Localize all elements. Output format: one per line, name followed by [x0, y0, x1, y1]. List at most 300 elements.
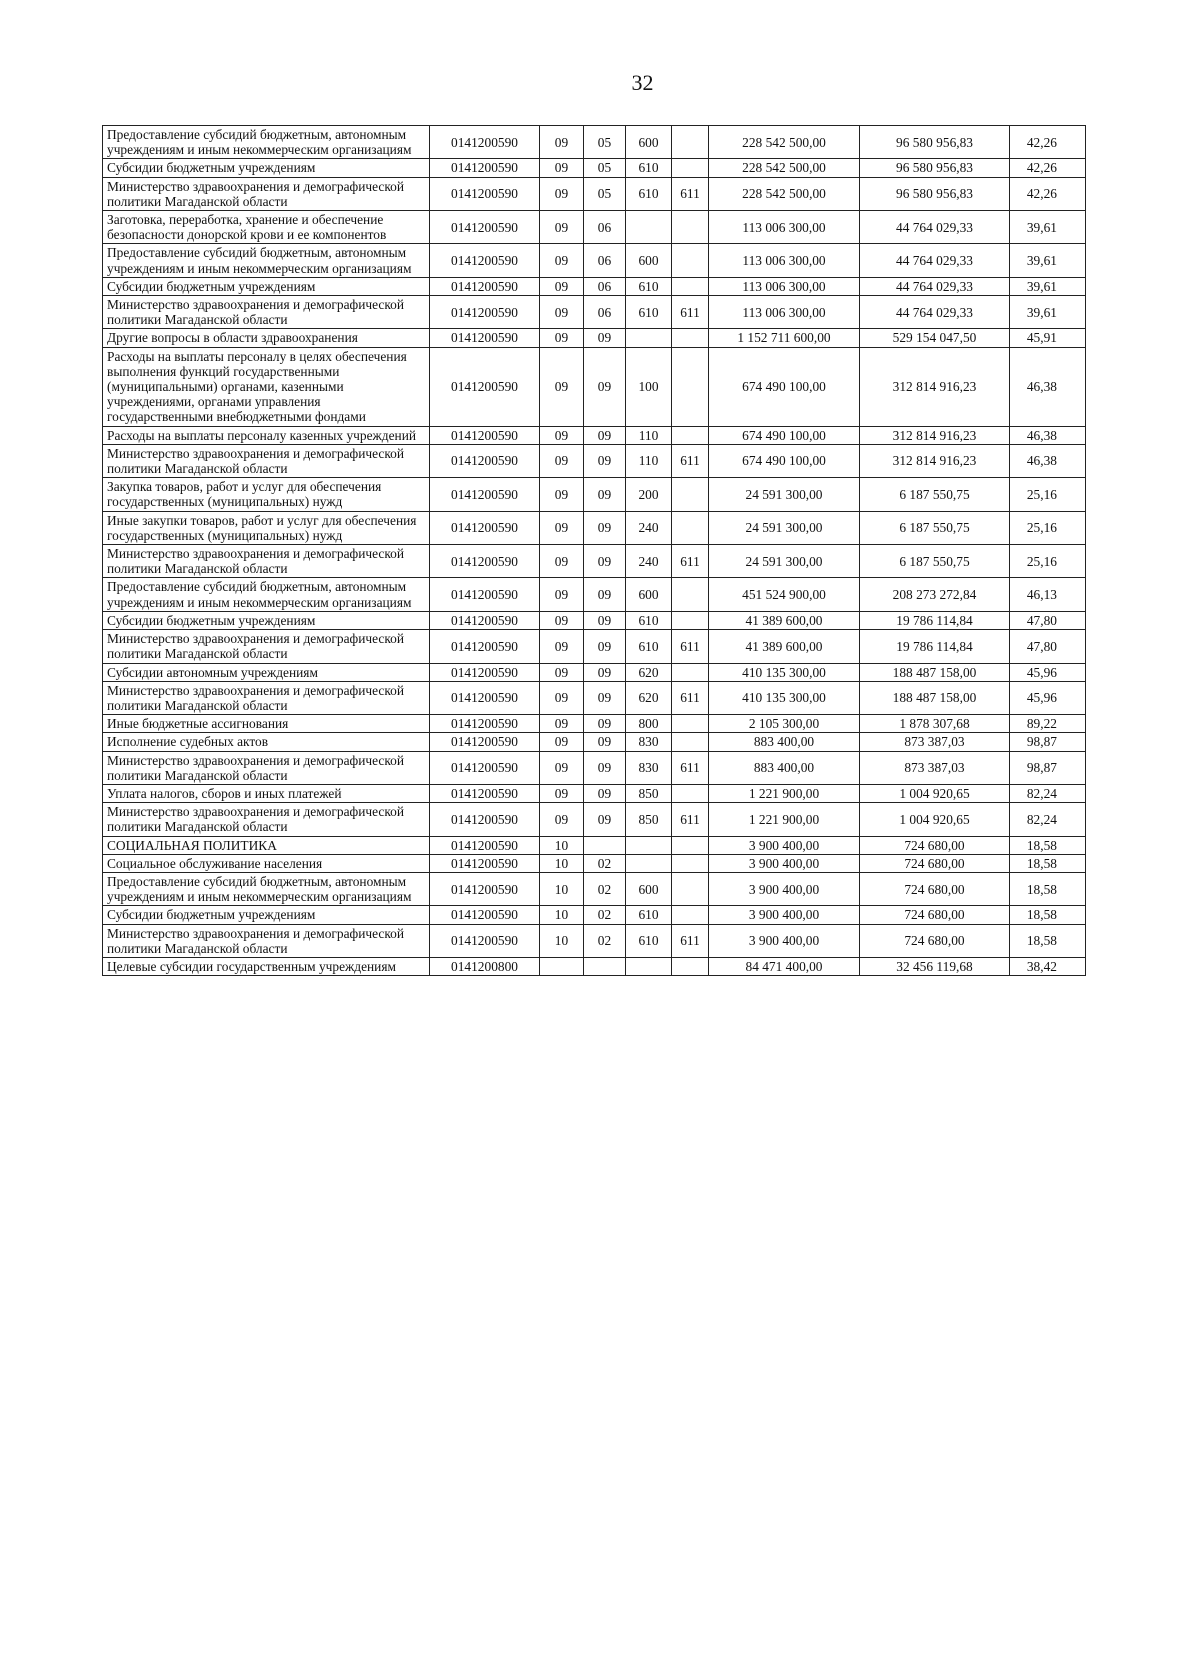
executed-amount-cell: 44 764 029,33 — [860, 244, 1010, 277]
subsection-cell: 09 — [584, 611, 626, 629]
target-article-cell: 0141200590 — [430, 478, 540, 511]
target-article-cell: 0141200590 — [430, 836, 540, 854]
executed-amount-cell: 6 187 550,75 — [860, 545, 1010, 578]
table-row — [103, 611, 1086, 629]
executed-amount-cell: 1 004 920,65 — [860, 784, 1010, 802]
row-name-cell: Министерство здравоохранения и демографической политики Магаданской области — [103, 177, 430, 210]
subsection-cell: 09 — [584, 715, 626, 733]
table-row — [103, 426, 1086, 444]
execution-percent-cell: 45,96 — [1010, 663, 1086, 681]
execution-percent-cell: 18,58 — [1010, 924, 1086, 957]
expense-type-cell — [626, 836, 672, 854]
expense-type-cell: 830 — [626, 733, 672, 751]
target-article-cell: 0141200590 — [430, 751, 540, 784]
planned-amount-cell: 113 006 300,00 — [709, 211, 860, 244]
administrator-cell — [672, 126, 709, 159]
executed-amount-cell: 1 878 307,68 — [860, 715, 1010, 733]
planned-amount-cell: 1 152 711 600,00 — [709, 329, 860, 347]
row-name-cell: Министерство здравоохранения и демографической политики Магаданской области — [103, 444, 430, 477]
subsection-cell: 09 — [584, 444, 626, 477]
row-name-cell: Предоставление субсидий бюджетным, автономным учреждениям и иным некоммерческим организациям — [103, 244, 430, 277]
administrator-cell: 611 — [672, 924, 709, 957]
execution-percent-cell: 18,58 — [1010, 906, 1086, 924]
execution-percent-cell: 18,58 — [1010, 836, 1086, 854]
table-row — [103, 545, 1086, 578]
section-cell: 10 — [540, 836, 584, 854]
subsection-cell: 06 — [584, 277, 626, 295]
table-row — [103, 906, 1086, 924]
executed-amount-cell: 96 580 956,83 — [860, 159, 1010, 177]
subsection-cell: 02 — [584, 906, 626, 924]
administrator-cell — [672, 906, 709, 924]
section-cell: 09 — [540, 478, 584, 511]
executed-amount-cell: 44 764 029,33 — [860, 211, 1010, 244]
executed-amount-cell: 32 456 119,68 — [860, 957, 1010, 975]
row-name-cell: Субсидии автономным учреждениям — [103, 663, 430, 681]
execution-percent-cell: 82,24 — [1010, 803, 1086, 836]
executed-amount-cell: 312 814 916,23 — [860, 444, 1010, 477]
table-row — [103, 957, 1086, 975]
planned-amount-cell: 113 006 300,00 — [709, 296, 860, 329]
target-article-cell: 0141200590 — [430, 126, 540, 159]
execution-percent-cell: 38,42 — [1010, 957, 1086, 975]
planned-amount-cell: 3 900 400,00 — [709, 854, 860, 872]
execution-percent-cell: 39,61 — [1010, 296, 1086, 329]
execution-percent-cell: 98,87 — [1010, 751, 1086, 784]
table-row — [103, 296, 1086, 329]
administrator-cell — [672, 244, 709, 277]
row-name-cell: Расходы на выплаты персоналу казенных учреждений — [103, 426, 430, 444]
expense-type-cell: 620 — [626, 681, 672, 714]
section-cell: 09 — [540, 126, 584, 159]
budget-table — [102, 125, 1086, 976]
expense-type-cell: 620 — [626, 663, 672, 681]
row-name-cell: Предоставление субсидий бюджетным, автономным учреждениям и иным некоммерческим организациям — [103, 872, 430, 905]
execution-percent-cell: 39,61 — [1010, 211, 1086, 244]
subsection-cell: 06 — [584, 296, 626, 329]
planned-amount-cell: 883 400,00 — [709, 751, 860, 784]
target-article-cell: 0141200590 — [430, 630, 540, 663]
budget-table-body — [103, 126, 1086, 976]
section-cell: 10 — [540, 924, 584, 957]
subsection-cell: 05 — [584, 126, 626, 159]
table-row — [103, 854, 1086, 872]
administrator-cell: 611 — [672, 681, 709, 714]
executed-amount-cell: 724 680,00 — [860, 872, 1010, 905]
executed-amount-cell: 44 764 029,33 — [860, 296, 1010, 329]
target-article-cell: 0141200590 — [430, 681, 540, 714]
target-article-cell: 0141200590 — [430, 347, 540, 426]
row-name-cell: Предоставление субсидий бюджетным, автономным учреждениям и иным некоммерческим организациям — [103, 578, 430, 611]
target-article-cell: 0141200590 — [430, 611, 540, 629]
target-article-cell: 0141200590 — [430, 426, 540, 444]
execution-percent-cell: 42,26 — [1010, 126, 1086, 159]
planned-amount-cell: 1 221 900,00 — [709, 803, 860, 836]
table-row — [103, 444, 1086, 477]
row-name-cell: Министерство здравоохранения и демографической политики Магаданской области — [103, 630, 430, 663]
target-article-cell: 0141200590 — [430, 545, 540, 578]
target-article-cell: 0141200590 — [430, 733, 540, 751]
section-cell: 09 — [540, 545, 584, 578]
section-cell: 09 — [540, 277, 584, 295]
section-cell: 09 — [540, 329, 584, 347]
execution-percent-cell: 25,16 — [1010, 545, 1086, 578]
page-number: 32 — [631, 70, 654, 95]
administrator-cell — [672, 663, 709, 681]
section-cell: 09 — [540, 177, 584, 210]
row-name-cell: Субсидии бюджетным учреждениям — [103, 906, 430, 924]
execution-percent-cell: 25,16 — [1010, 478, 1086, 511]
expense-type-cell: 610 — [626, 177, 672, 210]
planned-amount-cell: 228 542 500,00 — [709, 177, 860, 210]
target-article-cell: 0141200590 — [430, 924, 540, 957]
target-article-cell: 0141200590 — [430, 444, 540, 477]
administrator-cell — [672, 957, 709, 975]
planned-amount-cell: 228 542 500,00 — [709, 126, 860, 159]
target-article-cell: 0141200590 — [430, 663, 540, 681]
expense-type-cell: 610 — [626, 159, 672, 177]
table-row — [103, 733, 1086, 751]
execution-percent-cell: 46,38 — [1010, 347, 1086, 426]
table-row — [103, 784, 1086, 802]
execution-percent-cell: 42,26 — [1010, 177, 1086, 210]
section-cell: 09 — [540, 244, 584, 277]
planned-amount-cell: 674 490 100,00 — [709, 347, 860, 426]
table-row — [103, 478, 1086, 511]
administrator-cell — [672, 854, 709, 872]
executed-amount-cell: 96 580 956,83 — [860, 177, 1010, 210]
executed-amount-cell: 724 680,00 — [860, 906, 1010, 924]
subsection-cell: 09 — [584, 545, 626, 578]
section-cell: 09 — [540, 630, 584, 663]
row-name-cell: Министерство здравоохранения и демографической политики Магаданской области — [103, 924, 430, 957]
planned-amount-cell: 3 900 400,00 — [709, 872, 860, 905]
section-cell: 09 — [540, 511, 584, 544]
execution-percent-cell: 39,61 — [1010, 277, 1086, 295]
execution-percent-cell: 39,61 — [1010, 244, 1086, 277]
subsection-cell: 09 — [584, 511, 626, 544]
target-article-cell: 0141200590 — [430, 159, 540, 177]
target-article-cell: 0141200590 — [430, 784, 540, 802]
planned-amount-cell: 3 900 400,00 — [709, 836, 860, 854]
table-row — [103, 244, 1086, 277]
subsection-cell — [584, 957, 626, 975]
expense-type-cell: 200 — [626, 478, 672, 511]
subsection-cell: 02 — [584, 872, 626, 905]
row-name-cell: Субсидии бюджетным учреждениям — [103, 159, 430, 177]
planned-amount-cell: 24 591 300,00 — [709, 478, 860, 511]
subsection-cell: 02 — [584, 854, 626, 872]
administrator-cell — [672, 578, 709, 611]
row-name-cell: Другие вопросы в области здравоохранения — [103, 329, 430, 347]
row-name-cell: Социальное обслуживание населения — [103, 854, 430, 872]
executed-amount-cell: 724 680,00 — [860, 924, 1010, 957]
table-row — [103, 329, 1086, 347]
executed-amount-cell: 6 187 550,75 — [860, 478, 1010, 511]
expense-type-cell: 800 — [626, 715, 672, 733]
executed-amount-cell: 873 387,03 — [860, 733, 1010, 751]
planned-amount-cell: 1 221 900,00 — [709, 784, 860, 802]
expense-type-cell: 240 — [626, 511, 672, 544]
table-row — [103, 751, 1086, 784]
planned-amount-cell: 2 105 300,00 — [709, 715, 860, 733]
expense-type-cell: 610 — [626, 296, 672, 329]
planned-amount-cell: 41 389 600,00 — [709, 630, 860, 663]
subsection-cell: 09 — [584, 478, 626, 511]
expense-type-cell — [626, 957, 672, 975]
expense-type-cell: 600 — [626, 126, 672, 159]
administrator-cell — [672, 478, 709, 511]
section-cell: 09 — [540, 159, 584, 177]
subsection-cell: 09 — [584, 347, 626, 426]
execution-percent-cell: 42,26 — [1010, 159, 1086, 177]
executed-amount-cell: 529 154 047,50 — [860, 329, 1010, 347]
planned-amount-cell: 24 591 300,00 — [709, 545, 860, 578]
target-article-cell: 0141200590 — [430, 906, 540, 924]
table-row — [103, 872, 1086, 905]
table-row — [103, 924, 1086, 957]
expense-type-cell: 610 — [626, 906, 672, 924]
executed-amount-cell: 44 764 029,33 — [860, 277, 1010, 295]
subsection-cell: 09 — [584, 426, 626, 444]
administrator-cell: 611 — [672, 444, 709, 477]
execution-percent-cell: 45,96 — [1010, 681, 1086, 714]
executed-amount-cell: 188 487 158,00 — [860, 681, 1010, 714]
administrator-cell — [672, 347, 709, 426]
row-name-cell: Министерство здравоохранения и демографической политики Магаданской области — [103, 681, 430, 714]
planned-amount-cell: 113 006 300,00 — [709, 277, 860, 295]
planned-amount-cell: 228 542 500,00 — [709, 159, 860, 177]
section-cell: 09 — [540, 803, 584, 836]
execution-percent-cell: 82,24 — [1010, 784, 1086, 802]
target-article-cell: 0141200590 — [430, 211, 540, 244]
target-article-cell: 0141200590 — [430, 277, 540, 295]
subsection-cell: 05 — [584, 177, 626, 210]
section-cell: 09 — [540, 715, 584, 733]
executed-amount-cell: 19 786 114,84 — [860, 630, 1010, 663]
execution-percent-cell: 45,91 — [1010, 329, 1086, 347]
planned-amount-cell: 410 135 300,00 — [709, 663, 860, 681]
administrator-cell — [672, 784, 709, 802]
executed-amount-cell: 724 680,00 — [860, 836, 1010, 854]
table-row — [103, 177, 1086, 210]
row-name-cell: СОЦИАЛЬНАЯ ПОЛИТИКА — [103, 836, 430, 854]
executed-amount-cell: 208 273 272,84 — [860, 578, 1010, 611]
section-cell: 09 — [540, 663, 584, 681]
table-row — [103, 126, 1086, 159]
planned-amount-cell: 451 524 900,00 — [709, 578, 860, 611]
subsection-cell: 09 — [584, 751, 626, 784]
subsection-cell: 05 — [584, 159, 626, 177]
section-cell: 09 — [540, 347, 584, 426]
administrator-cell: 611 — [672, 751, 709, 784]
expense-type-cell: 100 — [626, 347, 672, 426]
execution-percent-cell: 18,58 — [1010, 872, 1086, 905]
subsection-cell: 06 — [584, 211, 626, 244]
expense-type-cell: 850 — [626, 784, 672, 802]
executed-amount-cell: 724 680,00 — [860, 854, 1010, 872]
execution-percent-cell: 47,80 — [1010, 630, 1086, 663]
subsection-cell: 09 — [584, 630, 626, 663]
target-article-cell: 0141200590 — [430, 177, 540, 210]
administrator-cell: 611 — [672, 177, 709, 210]
expense-type-cell: 830 — [626, 751, 672, 784]
administrator-cell — [672, 211, 709, 244]
administrator-cell — [672, 715, 709, 733]
executed-amount-cell: 873 387,03 — [860, 751, 1010, 784]
execution-percent-cell: 89,22 — [1010, 715, 1086, 733]
section-cell: 10 — [540, 872, 584, 905]
section-cell: 09 — [540, 733, 584, 751]
administrator-cell — [672, 611, 709, 629]
table-row — [103, 211, 1086, 244]
execution-percent-cell: 46,13 — [1010, 578, 1086, 611]
administrator-cell: 611 — [672, 296, 709, 329]
planned-amount-cell: 674 490 100,00 — [709, 444, 860, 477]
expense-type-cell: 110 — [626, 426, 672, 444]
row-name-cell: Закупка товаров, работ и услуг для обеспечения государственных (муниципальных) нужд — [103, 478, 430, 511]
planned-amount-cell: 41 389 600,00 — [709, 611, 860, 629]
execution-percent-cell: 98,87 — [1010, 733, 1086, 751]
target-article-cell: 0141200590 — [430, 244, 540, 277]
subsection-cell: 09 — [584, 663, 626, 681]
row-name-cell: Министерство здравоохранения и демографической политики Магаданской области — [103, 803, 430, 836]
table-row — [103, 681, 1086, 714]
target-article-cell: 0141200590 — [430, 511, 540, 544]
section-cell: 09 — [540, 296, 584, 329]
table-row — [103, 715, 1086, 733]
administrator-cell — [672, 836, 709, 854]
table-row — [103, 277, 1086, 295]
administrator-cell — [672, 426, 709, 444]
subsection-cell — [584, 836, 626, 854]
row-name-cell: Субсидии бюджетным учреждениям — [103, 277, 430, 295]
administrator-cell: 611 — [672, 630, 709, 663]
executed-amount-cell: 1 004 920,65 — [860, 803, 1010, 836]
section-cell: 09 — [540, 211, 584, 244]
expense-type-cell: 850 — [626, 803, 672, 836]
subsection-cell: 09 — [584, 784, 626, 802]
expense-type-cell — [626, 854, 672, 872]
expense-type-cell: 610 — [626, 611, 672, 629]
expense-type-cell: 610 — [626, 630, 672, 663]
row-name-cell: Субсидии бюджетным учреждениям — [103, 611, 430, 629]
execution-percent-cell: 25,16 — [1010, 511, 1086, 544]
section-cell — [540, 957, 584, 975]
administrator-cell — [672, 329, 709, 347]
section-cell: 10 — [540, 906, 584, 924]
executed-amount-cell: 96 580 956,83 — [860, 126, 1010, 159]
row-name-cell: Предоставление субсидий бюджетным, автономным учреждениям и иным некоммерческим организациям — [103, 126, 430, 159]
subsection-cell: 06 — [584, 244, 626, 277]
row-name-cell: Министерство здравоохранения и демографической политики Магаданской области — [103, 545, 430, 578]
planned-amount-cell: 883 400,00 — [709, 733, 860, 751]
administrator-cell — [672, 159, 709, 177]
administrator-cell: 611 — [672, 545, 709, 578]
administrator-cell — [672, 277, 709, 295]
row-name-cell: Заготовка, переработка, хранение и обеспечение безопасности донорской крови и ее компонентов — [103, 211, 430, 244]
expense-type-cell: 610 — [626, 277, 672, 295]
planned-amount-cell: 24 591 300,00 — [709, 511, 860, 544]
target-article-cell: 0141200800 — [430, 957, 540, 975]
administrator-cell — [672, 733, 709, 751]
planned-amount-cell: 3 900 400,00 — [709, 924, 860, 957]
section-cell: 09 — [540, 784, 584, 802]
section-cell: 09 — [540, 681, 584, 714]
executed-amount-cell: 312 814 916,23 — [860, 426, 1010, 444]
execution-percent-cell: 46,38 — [1010, 444, 1086, 477]
administrator-cell — [672, 872, 709, 905]
row-name-cell: Иные бюджетные ассигнования — [103, 715, 430, 733]
planned-amount-cell: 674 490 100,00 — [709, 426, 860, 444]
table-row — [103, 663, 1086, 681]
expense-type-cell — [626, 329, 672, 347]
target-article-cell: 0141200590 — [430, 578, 540, 611]
expense-type-cell: 600 — [626, 578, 672, 611]
section-cell: 09 — [540, 444, 584, 477]
row-name-cell: Иные закупки товаров, работ и услуг для обеспечения государственных (муниципальных) нужд — [103, 511, 430, 544]
subsection-cell: 09 — [584, 329, 626, 347]
expense-type-cell: 600 — [626, 244, 672, 277]
section-cell: 10 — [540, 854, 584, 872]
row-name-cell: Министерство здравоохранения и демографической политики Магаданской области — [103, 296, 430, 329]
executed-amount-cell: 312 814 916,23 — [860, 347, 1010, 426]
expense-type-cell: 610 — [626, 924, 672, 957]
table-row — [103, 630, 1086, 663]
table-row — [103, 511, 1086, 544]
administrator-cell: 611 — [672, 803, 709, 836]
execution-percent-cell: 46,38 — [1010, 426, 1086, 444]
subsection-cell: 09 — [584, 803, 626, 836]
row-name-cell: Министерство здравоохранения и демографической политики Магаданской области — [103, 751, 430, 784]
subsection-cell: 09 — [584, 733, 626, 751]
target-article-cell: 0141200590 — [430, 854, 540, 872]
target-article-cell: 0141200590 — [430, 329, 540, 347]
expense-type-cell: 240 — [626, 545, 672, 578]
section-cell: 09 — [540, 611, 584, 629]
table-row — [103, 159, 1086, 177]
executed-amount-cell: 188 487 158,00 — [860, 663, 1010, 681]
table-row — [103, 803, 1086, 836]
expense-type-cell: 600 — [626, 872, 672, 905]
expense-type-cell: 110 — [626, 444, 672, 477]
row-name-cell: Расходы на выплаты персоналу в целях обеспечения выполнения функций государственными (муниципальными) органами, казенными учреждениями, органами управления государственными внебюджетными фондами — [103, 347, 430, 426]
target-article-cell: 0141200590 — [430, 803, 540, 836]
expense-type-cell — [626, 211, 672, 244]
executed-amount-cell: 6 187 550,75 — [860, 511, 1010, 544]
row-name-cell: Уплата налогов, сборов и иных платежей — [103, 784, 430, 802]
planned-amount-cell: 410 135 300,00 — [709, 681, 860, 714]
execution-percent-cell: 18,58 — [1010, 854, 1086, 872]
target-article-cell: 0141200590 — [430, 872, 540, 905]
section-cell: 09 — [540, 578, 584, 611]
planned-amount-cell: 113 006 300,00 — [709, 244, 860, 277]
planned-amount-cell: 3 900 400,00 — [709, 906, 860, 924]
target-article-cell: 0141200590 — [430, 715, 540, 733]
subsection-cell: 09 — [584, 578, 626, 611]
executed-amount-cell: 19 786 114,84 — [860, 611, 1010, 629]
row-name-cell: Целевые субсидии государственным учреждениям — [103, 957, 430, 975]
planned-amount-cell: 84 471 400,00 — [709, 957, 860, 975]
row-name-cell: Исполнение судебных актов — [103, 733, 430, 751]
execution-percent-cell: 47,80 — [1010, 611, 1086, 629]
target-article-cell: 0141200590 — [430, 296, 540, 329]
administrator-cell — [672, 511, 709, 544]
subsection-cell: 02 — [584, 924, 626, 957]
table-row — [103, 836, 1086, 854]
table-row — [103, 578, 1086, 611]
section-cell: 09 — [540, 426, 584, 444]
